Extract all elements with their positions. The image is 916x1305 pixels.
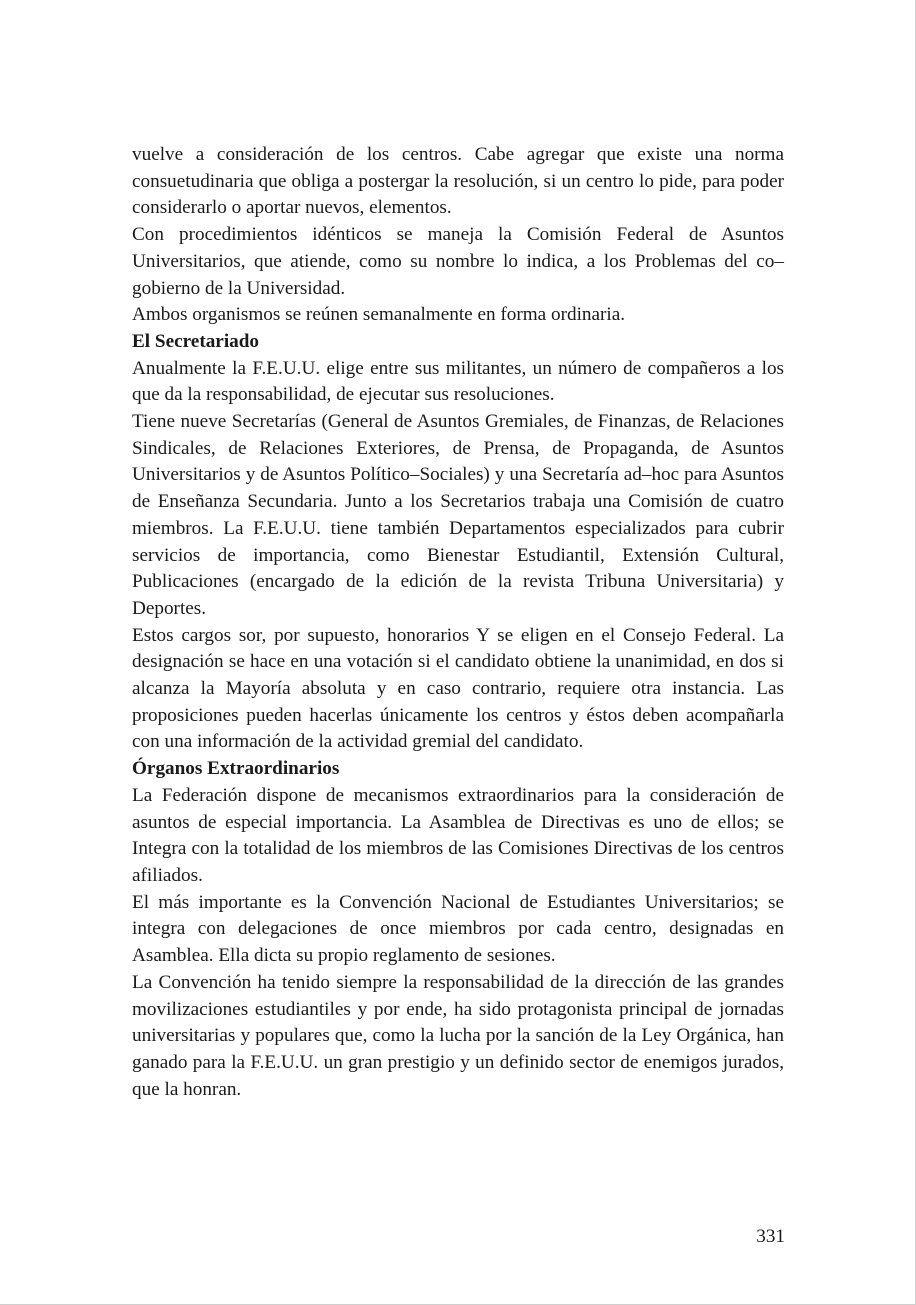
body-text	[132, 142, 784, 1103]
paragraph-5: Tiene nueve Secretarías (General de Asuntos Gremiales, de Finanzas, de Relaciones Sindicales, de Relaciones Exteriores, de Prensa, de Propaganda, de Asuntos Universitarios y de Asuntos Político–Sociales) y una Secretaría ad–hoc para Asuntos de Enseñanza Secundaria. Junto a los Secretarios trabaja una Comisión de cuatro miembros. La F.E.U.U. tiene también Departamentos especializados para cubrir servicios de importancia, como Bienestar Estudiantil, Extensión Cultural, Publicaciones (encargado de la edición de la revista Tribuna Universitaria) y Deportes.	[132, 411, 784, 619]
paragraph-1: vuelve a consideración de los centros. Cabe agregar que existe una norma consuetudinaria que obliga a postergar la resolución, si un centro lo pide, para poder considerarlo o aportar nuevos, elementos.	[132, 144, 784, 219]
paragraph-9: La Convención ha tenido siempre la responsabilidad de la dirección de las grandes movilizaciones estudiantiles y por ende, ha sido protagonista principal de jornadas universitarias y populares que, como la lucha por la sanción de la Ley Orgánica, han ganado para la F.E.U.U. un gran prestigio y un definido sector de enemigos jurados, que la honran.	[132, 971, 784, 1100]
page-number: 331	[756, 1226, 785, 1247]
paragraph-8: El más importante es la Convención Nacional de Estudiantes Universitarios; se integra con delegaciones de once miembros por cada centro, designadas en Asamblea. Ella dicta su propio reglamento de sesiones.	[132, 891, 784, 967]
paragraph-4: Anualmente la F.E.U.U. elige entre sus militantes, un número de compañeros a los que da la responsabilidad, de ejecutar sus resoluciones.	[132, 357, 784, 406]
paragraph-7: La Federación dispone de mecanismos extraordinarios para la consideración de asuntos de especial importancia. La Asamblea de Directivas es uno de ellos; se Integra con la totalidad de los miembros de las Comisiones Directivas de los centros afiliados.	[132, 784, 784, 886]
paragraph-2: Con procedimientos idénticos se maneja la Comisión Federal de Asuntos Universitarios, que atiende, como su nombre lo indica, a los Problemas del co–gobierno de la Universidad.	[132, 224, 784, 299]
heading-secretariado: El Secretariado	[132, 330, 260, 352]
paragraph-6: Estos cargos sor, por supuesto, honorarios Y se eligen en el Consejo Federal. La designación se hace en una votación si el candidato obtiene la unanimidad, en dos si alcanza la Mayoría absoluta y en caso contrario, requiere otra instancia. Las proposiciones pueden hacerlas únicamente los centros y éstos deben acompañarla con una información de la actividad gremial del candidato.	[132, 624, 784, 753]
heading-organos-extraordinarios: Órganos Extraordinarios	[132, 758, 340, 780]
paragraph-3: Ambos organismos se reúnen semanalmente en forma ordinaria.	[132, 304, 626, 326]
